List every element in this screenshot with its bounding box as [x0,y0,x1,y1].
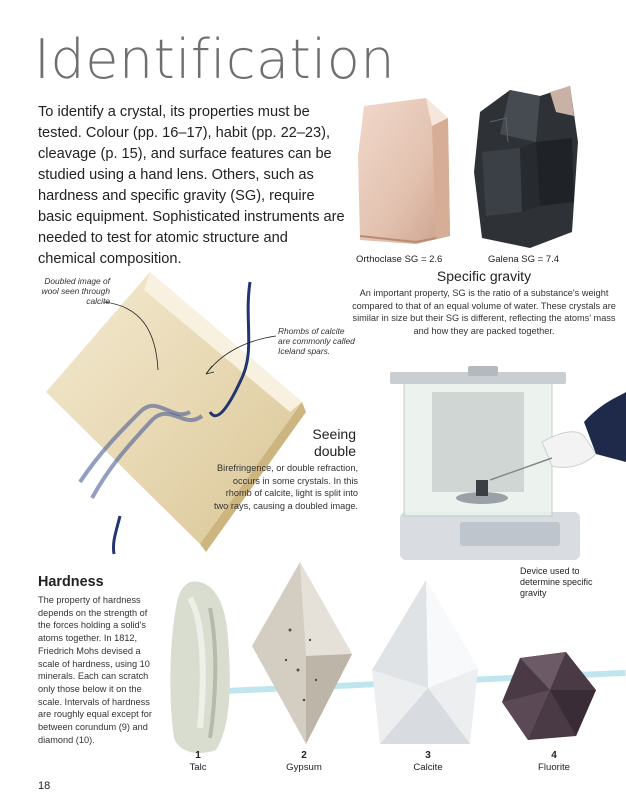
mineral-name: Talc [189,762,207,773]
orthoclase-label: Orthoclase SG = 2.6 [356,254,443,265]
specific-gravity-heading: Specific gravity [436,268,532,284]
specific-gravity-text: An important property, SG is the ratio of a substance's weight compared to that of an equal volume of water. These crystals are similar in size but their SG is different, reflecting the atoms' mass and how they are packed together. [352,288,616,336]
rhombs-annotation: Rhombs of calcite are commonly called Iceland spars. [278,326,355,356]
mineral-name: Gypsum [286,762,322,773]
galena-label: Galena SG = 7.4 [488,254,560,265]
mineral-name: Calcite [413,762,443,773]
doubled-image-annotation: Doubled image of wool seen through calcite [41,276,110,306]
mineral-number: 2 [301,750,307,761]
intro-paragraph: To identify a crystal, its properties must be tested. Colour (pp. 16–17), habit (pp. 22–23), cleavage (p. 15), and surface features can be studied using a hand lens. Others, such as hardness and specific gravity (SG), require basic equipment. Sophisticated instruments are needed to test for atomic structure and chemical composition. [38,104,345,267]
hardness-text: The property of hardness depends on the strength of the forces holding a solid's atoms together. In 1812, Friedrich Mohs devised a scale of hardness, using 10 minerals. Each can scratch only those below it on the scale. Intervals of hardness are roughly equal except for between corundum (9) and diamond (10). [38,595,152,745]
mineral-name: Fluorite [538,762,570,773]
mineral-number: 1 [195,750,201,761]
galena-specimen-image [470,82,582,252]
page-title: Identification [34,28,396,91]
seeing-double-heading: Seeing double [312,426,356,459]
page-number: 18 [38,780,51,792]
gypsum-specimen-image [250,560,354,746]
mineral-number: 3 [425,750,431,761]
hardness-heading: Hardness [38,574,104,590]
calcite-specimen-image [366,578,486,748]
specific-gravity-balance-image [370,362,626,572]
seeing-double-text: Birefringence, or double refraction, occurs in some crystals. In this rhomb of calcite, light is split into two rays, causing a doubled image. [213,463,358,511]
device-label: Device used to determine specific gravity [520,566,593,598]
mineral-number: 4 [551,750,557,761]
orthoclase-specimen-image [356,96,452,246]
fluorite-specimen-image [500,650,598,742]
calcite-rhomb-image [40,262,310,558]
talc-specimen-image [166,578,234,756]
